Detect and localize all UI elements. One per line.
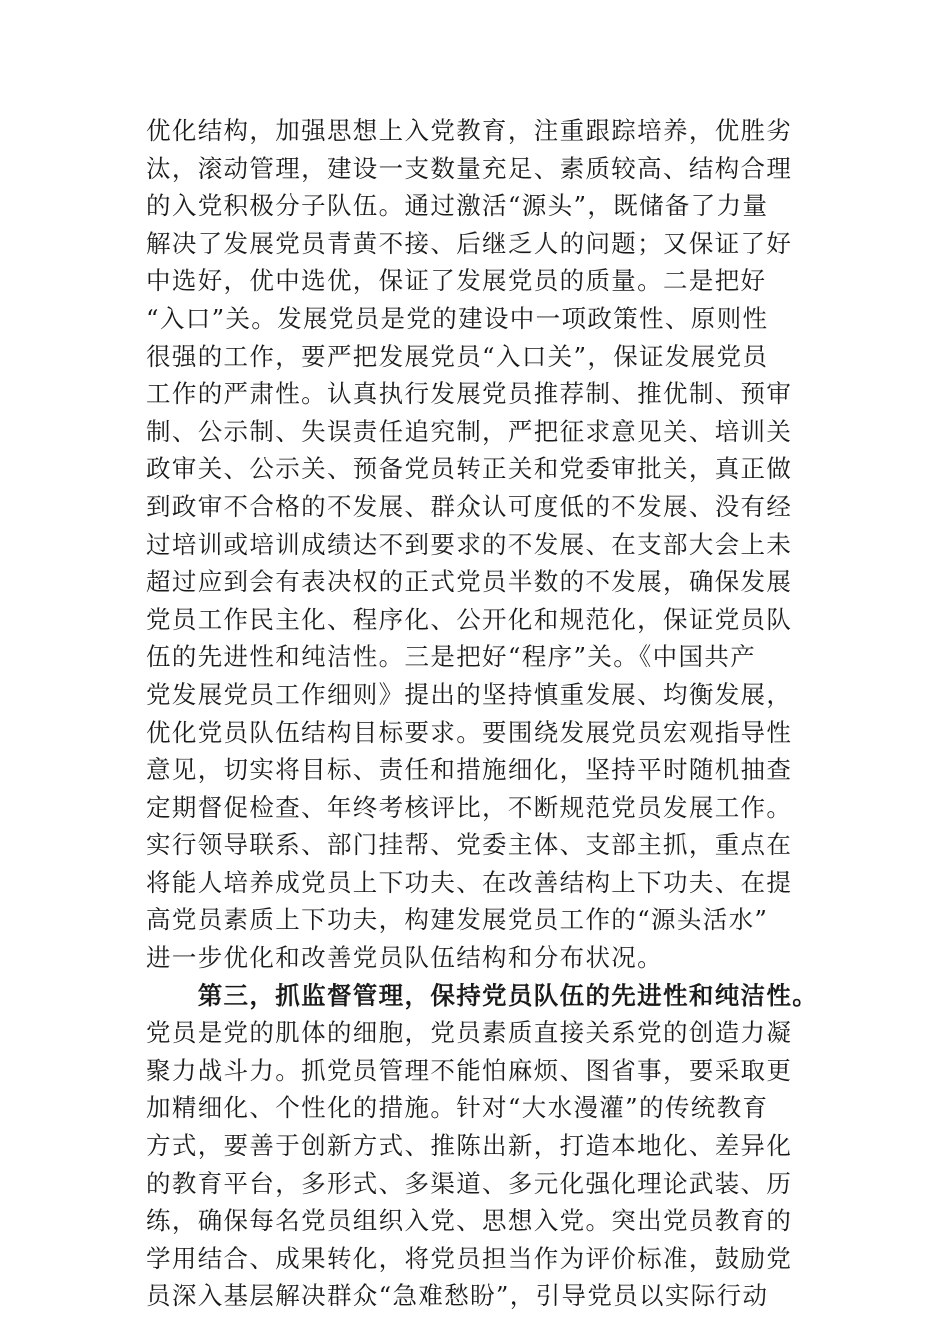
text-line: 的入党积极分子队伍。通过激活“源头”，既储备了力量: [146, 191, 769, 221]
text-line: 汰，滚动管理，建设一支数量充足、素质较高、结构合理: [146, 153, 793, 183]
text-line: 党员工作民主化、程序化、公开化和规范化，保证党员队: [146, 604, 793, 634]
text-line: 实行领导联系、部门挂帮、党委主体、支部主抓，重点在: [146, 830, 793, 860]
text-line: 到政审不合格的不发展、群众认可度低的不发展、没有经: [146, 491, 793, 521]
text-line: 中选好，优中选优，保证了发展党员的质量。二是把好: [146, 266, 767, 296]
text-line: 将能人培养成党员上下功夫、在改善结构上下功夫、在提: [146, 867, 793, 897]
text-line: 意见，切实将目标、责任和措施细化，坚持平时随机抽查: [146, 755, 793, 785]
text-line: 伍的先进性和纯洁性。三是把好“程序”关。《中国共产: [146, 642, 757, 672]
text-line: 解决了发展党员青黄不接、后继乏人的问题；又保证了好: [146, 228, 793, 258]
text-line: 很强的工作，要严把发展党员“入口关”，保证发展党员: [146, 341, 769, 371]
text-line: 方式，要善于创新方式、推陈出新，打造本地化、差异化: [146, 1131, 793, 1161]
document-body-text: [146, 112, 818, 1315]
text-line: 的教育平台，多形式、多渠道、多元化强化理论武装、历: [146, 1168, 793, 1198]
text-line: 优化结构，加强思想上入党教育，注重跟踪培养，优胜劣: [146, 116, 793, 145]
text-line: 学用结合、成果转化，将党员担当作为评价标准，鼓励党: [146, 1243, 793, 1273]
text-line: 进一步优化和改善党员队伍结构和分布状况。: [146, 943, 663, 973]
text-line: 定期督促检查、年终考核评比，不断规范党员发展工作。: [146, 792, 793, 822]
text-line: 高党员素质上下功夫，构建发展党员工作的“源头活水”: [146, 905, 769, 935]
text-line: 优化党员队伍结构目标要求。要围绕发展党员宏观指导性: [146, 717, 793, 747]
text-line: 加精细化、个性化的措施。针对“大水漫灌”的传统教育: [146, 1093, 769, 1123]
text-line: 聚力战斗力。抓党员管理不能怕麻烦、图省事，要采取更: [146, 1055, 793, 1085]
text-line: 超过应到会有表决权的正式党员半数的不发展，确保发展: [146, 567, 793, 597]
text-line: 员深入基层解决群众“急难愁盼”，引导党员以实际行动: [146, 1281, 769, 1311]
text-line: 过培训或培训成绩达不到要求的不发展、在支部大会上未: [146, 529, 793, 559]
text-line: “入口”关。发展党员是党的建设中一项政策性、原则性: [146, 303, 769, 333]
section-heading-line: 第三，抓监督管理，保持党员队伍的先进性和纯洁性。: [146, 980, 819, 1010]
text-line: 党员是党的肌体的细胞，党员素质直接关系党的创造力凝: [146, 1018, 793, 1048]
text-line: 练，确保每名党员组织入党、思想入党。突出党员教育的: [146, 1206, 793, 1236]
text-line: 政审关、公示关、预备党员转正关和党委审批关，真正做: [146, 454, 793, 484]
text-line: 制、公示制、失误责任追究制，严把征求意见关、培训关: [146, 416, 793, 446]
text-line: 工作的严肃性。认真执行发展党员推荐制、推优制、预审: [146, 379, 793, 409]
text-line: 党发展党员工作细则》提出的坚持慎重发展、均衡发展，: [146, 679, 793, 709]
